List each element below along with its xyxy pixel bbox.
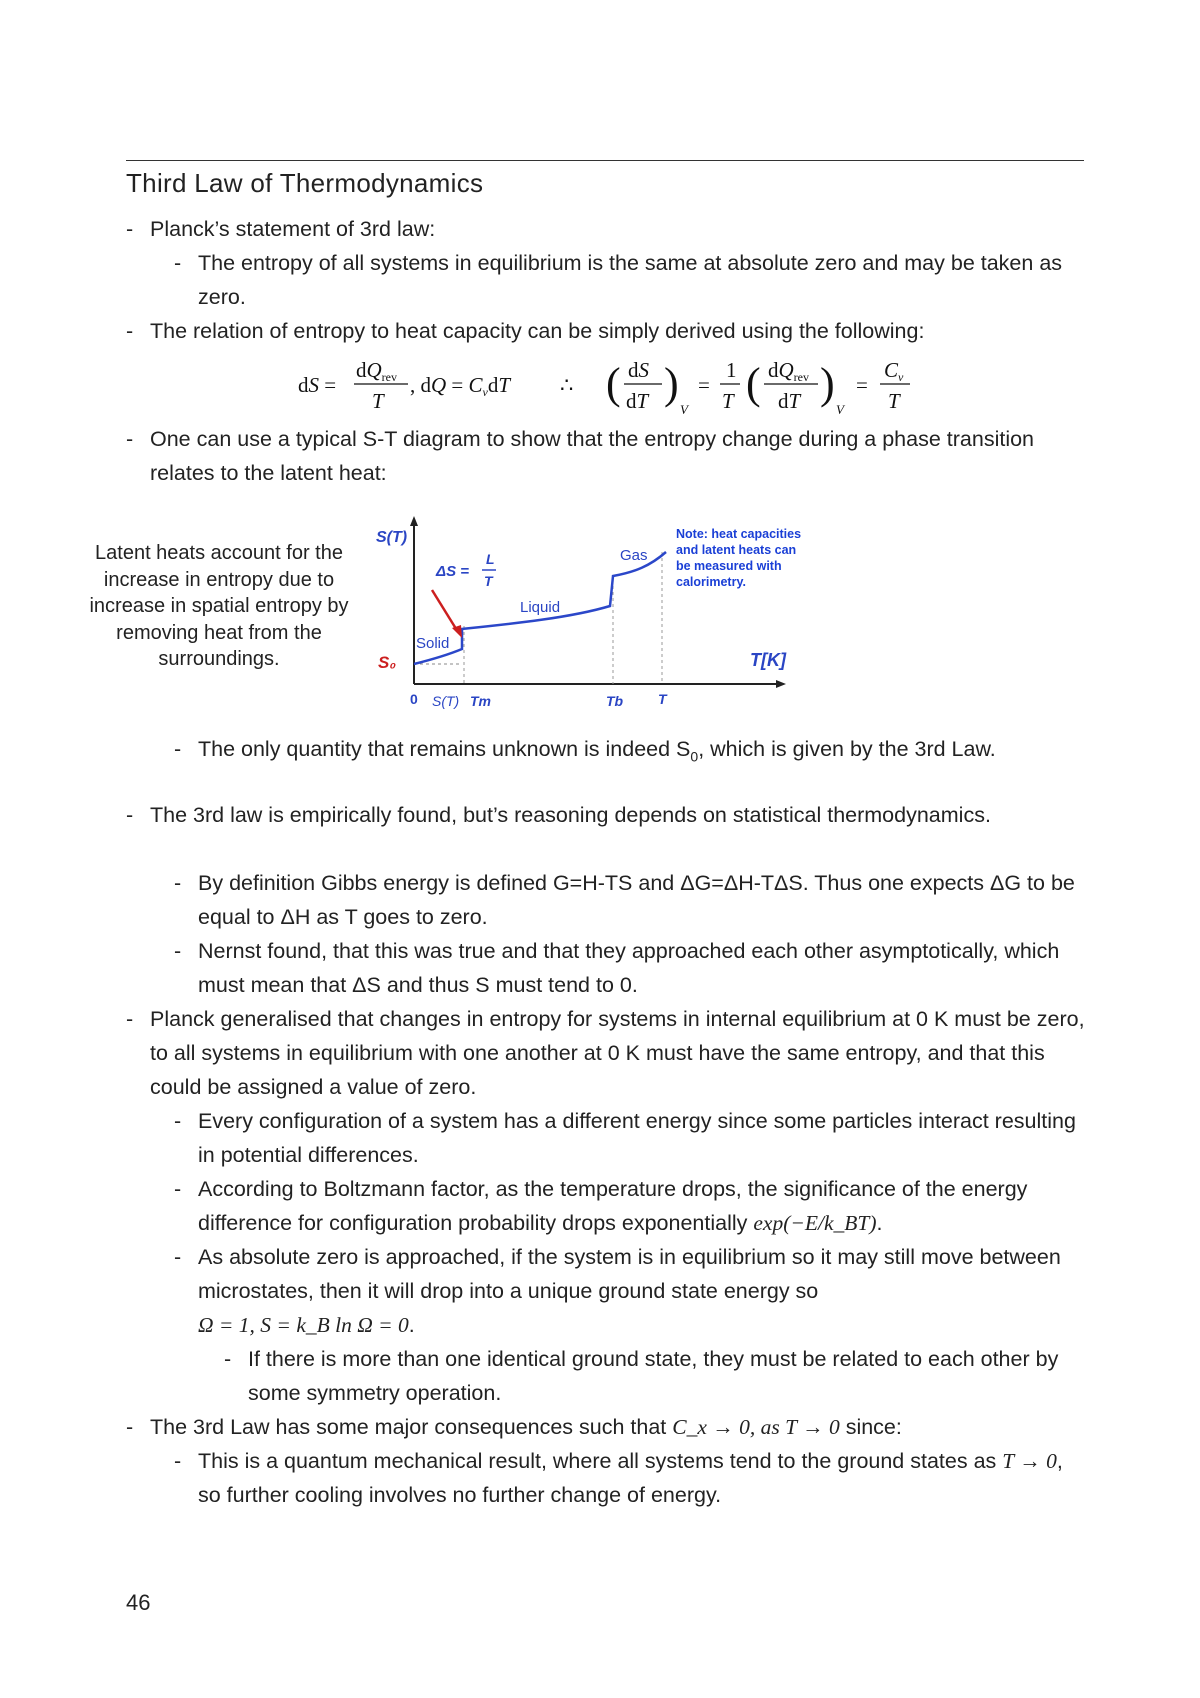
svg-text:): ) (664, 359, 679, 408)
note-line-1: Note: heat capacities (676, 527, 802, 541)
svg-text:V: V (836, 402, 844, 417)
tick-t: T (658, 691, 667, 707)
note-line-3: be measured with (676, 559, 782, 573)
s0-label: S₀ (378, 653, 397, 672)
svg-text:T: T (722, 389, 734, 413)
st-diagram-graphic (370, 514, 840, 714)
phase-solid-label: Solid (416, 635, 450, 652)
svg-text:(: ( (606, 359, 621, 408)
sub-bullet-configuration-energy: - Every configuration of a system has a different energy since some particles interact resulting in potential differences. (174, 1109, 1076, 1167)
svg-text:, dQ = CvdT: , dQ = CvdT (410, 373, 511, 399)
svg-text:=: = (856, 373, 868, 397)
bullet-st-diagram: - One can use a typical S-T diagram to show that the entropy change during a phase transition relates to the latent heat: (126, 427, 1035, 485)
svg-text:T: T (888, 389, 900, 413)
svg-text:): ) (820, 359, 835, 408)
note-line-4: calorimetry. (676, 575, 746, 589)
bullet-empirical-3rd-law: - The 3rd law is empirically found, but’s reasoning depends on statistical thermodynamics. (126, 803, 991, 827)
svg-text:T: T (372, 389, 384, 413)
sub-sub-bullet-ground-state: - If there is more than one identical ground state, they must be related to each other by some symmetry operation. (224, 1347, 1059, 1405)
svg-text:Cv: Cv (884, 358, 904, 384)
svg-text:dQrev: dQrev (356, 358, 397, 384)
bullet-major-consequences: - The 3rd Law has some major consequences such that C_x → 0, as T → 0 since: (126, 1415, 902, 1439)
tick-s-of-t: S(T) (432, 693, 460, 709)
note-line-2: and latent heats can (676, 543, 797, 557)
svg-text:1: 1 (726, 358, 737, 382)
latent-heat-numerator: L (486, 551, 495, 567)
sub-bullet-entropy-equilibrium: - The entropy of all systems in equilibrium is the same at absolute zero and may be taken as zero. (174, 251, 1063, 309)
svg-text:V: V (680, 402, 688, 417)
svg-text:(: ( (746, 359, 761, 408)
y-axis-label: S(T) (376, 529, 408, 546)
svg-text:∴: ∴ (560, 373, 574, 397)
delta-s-label: ΔS = (436, 563, 470, 580)
tick-tb: Tb (606, 693, 624, 709)
calorimetry-note (676, 527, 801, 589)
bullet-entropy-heat-capacity: - The relation of entropy to heat capacity can be simply derived using the following: (126, 319, 925, 343)
svg-text:dS =: dS = (298, 373, 337, 397)
tick-tm: Tm (470, 693, 491, 709)
latent-heat-arrow (432, 590, 458, 632)
entropy-heat-capacity-equation (290, 350, 930, 426)
header-rule (126, 160, 1084, 161)
page-title: Third Law of Thermodynamics (126, 168, 484, 198)
latent-heat-sidenote: Latent heats account for the increase in entropy due to increase in spatial entropy by removing heat from the surroundings. (89, 542, 349, 670)
y-axis-arrow-icon (410, 516, 418, 526)
sub-bullet-gibbs-energy: - By definition Gibbs energy is defined G=H-TS and ΔG=ΔH-TΔS. Thus one expects ΔG to be equal to ΔH as T goes to zero. (174, 871, 1075, 929)
st-diagram (370, 514, 840, 719)
svg-text:dQrev: dQrev (768, 358, 809, 384)
sub-bullet-boltzmann-factor: - According to Boltzmann factor, as the temperature drops, the significance of the energy difference for configuration probability drops exponentially exp(−E/k_BT). (174, 1177, 1028, 1235)
sub-bullet-unknown-s0: - The only quantity that remains unknown is indeed $S_0$, which is given by the 3rd Law. (174, 737, 996, 765)
origin-label: 0 (410, 691, 418, 707)
bullet-plancks-statement: - Planck’s statement of 3rd law: (126, 217, 436, 241)
latent-heat-denominator: T (484, 573, 493, 589)
svg-text:=: = (698, 373, 710, 397)
x-axis-label: T[K] (750, 650, 786, 670)
phase-liquid-label: Liquid (520, 599, 561, 616)
page-number: 46 (126, 1590, 151, 1615)
sub-bullet-nernst: - Nernst found, that this was true and that they approached each other asymptotically, which must mean that ΔS and thus S must tend to 0. (174, 939, 1060, 997)
svg-text:dS: dS (628, 358, 649, 382)
svg-text:dT: dT (626, 389, 649, 413)
svg-text:dT: dT (778, 389, 801, 413)
phase-gas-label: Gas (620, 547, 648, 564)
bullet-planck-generalised: - Planck generalised that changes in entropy for systems in internal equilibrium at 0 K must be zero, to all systems in equilibrium with one another at 0 K must have the same entropy, and that this could be assigned a value of zero. (126, 1007, 1085, 1099)
sub-bullet-absolute-zero: - As absolute zero is approached, if the system is in equilibrium so it may still move between microstates, then it will drop into a unique ground state energy so Ω = 1, S = k_B ln Ω = 0. (174, 1245, 1061, 1337)
sub-bullet-quantum-result: - This is a quantum mechanical result, where all systems tend to the ground states as T → 0, so further cooling involves no further change of energy. (174, 1449, 1063, 1507)
x-axis-arrow-icon (776, 680, 786, 688)
equation-graphic (290, 350, 930, 420)
